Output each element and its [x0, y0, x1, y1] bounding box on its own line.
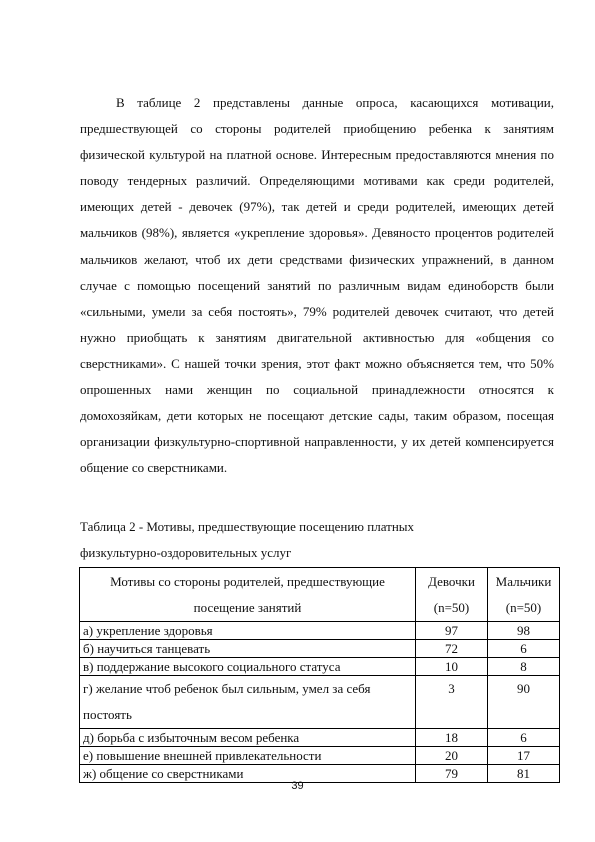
- header-girls: [416, 568, 488, 622]
- boys-cell: 8: [488, 658, 560, 676]
- girls-cell: 18: [416, 729, 488, 747]
- motives-table: [79, 567, 560, 783]
- header-motives-line2: посещение занятий: [193, 600, 302, 615]
- girls-cell: 3: [416, 676, 488, 729]
- header-motives-line1: Мотивы со стороны родителей, предшествующие: [110, 574, 385, 589]
- table-header-row: [80, 568, 560, 622]
- boys-cell: 98: [488, 622, 560, 640]
- table-row: [80, 747, 560, 765]
- table-caption-line1: Таблица 2 - Мотивы, предшествующие посещению платных: [80, 519, 415, 534]
- table-row: [80, 622, 560, 640]
- table-caption-line2: физкультурно-оздоровительных услуг: [80, 545, 292, 560]
- header-boys-line1: Мальчики: [495, 574, 552, 589]
- girls-cell: 79: [416, 765, 488, 783]
- motive-cell: в) поддержание высокого социального статуса: [80, 658, 416, 676]
- motive-cell: б) научиться танцевать: [80, 640, 416, 658]
- header-girls-line2: (n=50): [433, 600, 470, 615]
- table-row: [80, 658, 560, 676]
- boys-cell: 90: [488, 676, 560, 729]
- boys-cell: 81: [488, 765, 560, 783]
- header-boys: [488, 568, 560, 622]
- header-girls-line1: Девочки: [428, 574, 475, 589]
- body-paragraph: В таблице 2 представлены данные опроса, касающихся мотивации, предшествующей со стороны родителей приобщению ребенка к занятиям физической культурой на платной основе. Интересным предоставляются мнения по поводу тендерных различий. Определяющими мотивами как среди родителей, имеющих детей - девочек (97%), так детей и среди родителей, имеющих детей мальчиков (98%), является «укрепление здоровья». Девяносто процентов родителей мальчиков желают, чтоб их дети средствами физических упражнений, в данном случае с помощью посещений занятий по различным видам единоборств были «сильными, умели за себя постоять», 79% родителей девочек считают, что детей нужно приобщать к занятиям двигательной активностью для «общения со сверстниками». С нашей точки зрения, этот факт можно объясняется тем, что 50% опрошенных нами женщин по социальной принадлежности относятся к домохозяйкам, дети которых не посещают детские сады, таким образом, посещая организации физкультурно-спортивной направленности, у их детей компенсируется общение со сверстниками.: [80, 95, 554, 476]
- boys-cell: 6: [488, 640, 560, 658]
- table-row: [80, 640, 560, 658]
- girls-cell: 20: [416, 747, 488, 765]
- motive-cell: а) укрепление здоровья: [80, 622, 416, 640]
- header-motives: [80, 568, 416, 622]
- header-boys-line2: (n=50): [505, 600, 542, 615]
- motive-cell: ж) общение со сверстниками: [80, 765, 416, 783]
- motive-cell: г) желание чтоб ребенок был сильным, умел за себя постоять: [80, 676, 416, 729]
- girls-cell: 97: [416, 622, 488, 640]
- table-row: [80, 729, 560, 747]
- girls-cell: 10: [416, 658, 488, 676]
- motive-cell: д) борьба с избыточным весом ребенка: [80, 729, 416, 747]
- girls-cell: 72: [416, 640, 488, 658]
- boys-cell: 6: [488, 729, 560, 747]
- motive-cell: е) повышение внешней привлекательности: [80, 747, 416, 765]
- boys-cell: 17: [488, 747, 560, 765]
- table-row: [80, 676, 560, 729]
- page-number: 39: [291, 780, 304, 792]
